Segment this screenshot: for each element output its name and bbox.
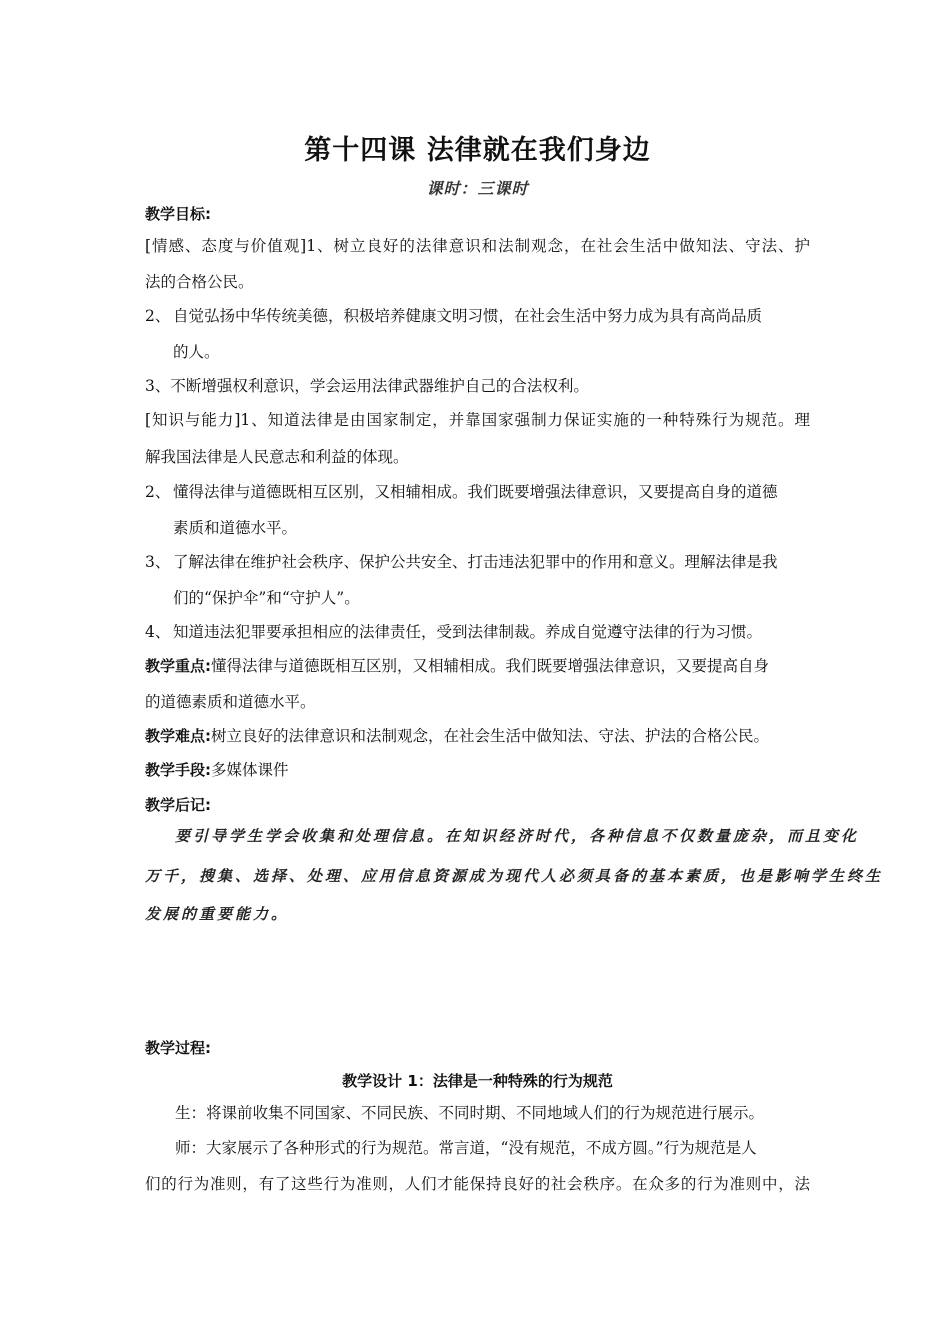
key-points-line2: 的道德素质和道德水平。 bbox=[145, 693, 316, 711]
postscript-line1: 要引导学生学会收集和处理信息。在知识经济时代，各种信息不仅数量庞杂，而且变化 bbox=[175, 827, 860, 845]
difficulties-text: 树立良好的法律意识和法制观念，在社会生活中做知法、守法、护法的合格公民。 bbox=[211, 727, 770, 745]
means-line bbox=[145, 760, 810, 780]
objectives-k3-line1 bbox=[145, 552, 810, 572]
design-heading: 教学设计 1：法律是一种特殊的行为规范 bbox=[342, 1072, 613, 1090]
objectives-item2-line2: 的人。 bbox=[173, 343, 220, 361]
student-line: 生：将课前收集不同国家、不同民族、不同时期、不同地域人们的行为规范进行展示。 bbox=[175, 1104, 765, 1122]
key-points-text: 懂得法律与道德既相互区别，又相辅相成。我们既要增强法律意识，又要提高自身 bbox=[211, 657, 770, 675]
objectives-k3-text: 了解法律在维护社会秩序、保护公共安全、打击违法犯罪中的作用和意义。理解法律是我 bbox=[173, 553, 778, 571]
objectives-item2-text: 自觉弘扬中华传统美德，积极培养健康文明习惯，在社会生活中努力成为具有高尚品质 bbox=[173, 307, 763, 325]
objectives-k4-text: 知道违法犯罪要承担相应的法律责任，受到法律制裁。养成自觉遵守法律的行为习惯。 bbox=[173, 623, 763, 641]
objectives-item3: 3、不断增强权利意识，学会运用法律武器维护自己的合法权利。 bbox=[145, 377, 589, 395]
teacher-line2: 们的行为准则，有了这些行为准则，人们才能保持良好的社会秩序。在众多的行为准则中，法 bbox=[145, 1175, 810, 1193]
objectives-emotion-line1: [情感、态度与价值观]1、树立良好的法律意识和法制观念，在社会生活中做知法、守法、护 bbox=[145, 237, 810, 255]
objectives-k4-number: 4、 bbox=[145, 623, 171, 641]
objectives-knowledge-line1: [知识与能力]1、知道法律是由国家制定，并靠国家强制力保证实施的一种特殊行为规范。理 bbox=[145, 411, 810, 429]
document-subtitle: 课时：三课时 bbox=[426, 179, 529, 198]
key-points-line1 bbox=[145, 656, 810, 676]
objectives-k3-line2: 们的“保护伞”和“守护人”。 bbox=[173, 589, 360, 607]
means-text: 多媒体课件 bbox=[211, 761, 289, 779]
objectives-k4-line1 bbox=[145, 622, 810, 642]
process-label: 教学过程: bbox=[145, 1039, 211, 1057]
objectives-k2-number: 2、 bbox=[145, 483, 171, 501]
difficulties-label: 教学难点: bbox=[145, 727, 211, 745]
postscript-line2: 万千，搜集、选择、处理、应用信息资源成为现代人必须具备的基本素质，也是影响学生终生 bbox=[145, 867, 884, 885]
postscript-line3: 发展的重要能力。 bbox=[145, 905, 290, 923]
objectives-knowledge-line2: 解我国法律是人民意志和利益的体现。 bbox=[145, 448, 409, 466]
objectives-k3-number: 3、 bbox=[145, 553, 171, 571]
key-points-label: 教学重点: bbox=[145, 657, 211, 675]
document-page bbox=[145, 0, 884, 1344]
objectives-emotion-line2: 法的合格公民。 bbox=[145, 273, 254, 291]
difficulties-line bbox=[145, 726, 810, 746]
objectives-item2-line1 bbox=[145, 306, 810, 326]
objectives-k2-line1 bbox=[145, 482, 810, 502]
objectives-k2-line2: 素质和道德水平。 bbox=[173, 519, 298, 537]
postscript-label: 教学后记: bbox=[145, 796, 211, 814]
teacher-line1: 师：大家展示了各种形式的行为规范。常言道，“没有规范，不成方圆。”行为规范是人 bbox=[175, 1139, 757, 1157]
document-title: 第十四课 法律就在我们身边 bbox=[304, 135, 651, 166]
objectives-item2-number: 2、 bbox=[145, 307, 171, 325]
objectives-label: 教学目标: bbox=[145, 205, 211, 223]
means-label: 教学手段: bbox=[145, 761, 211, 779]
objectives-k2-text: 懂得法律与道德既相互区别，又相辅相成。我们既要增强法律意识，又要提高自身的道德 bbox=[173, 483, 778, 501]
